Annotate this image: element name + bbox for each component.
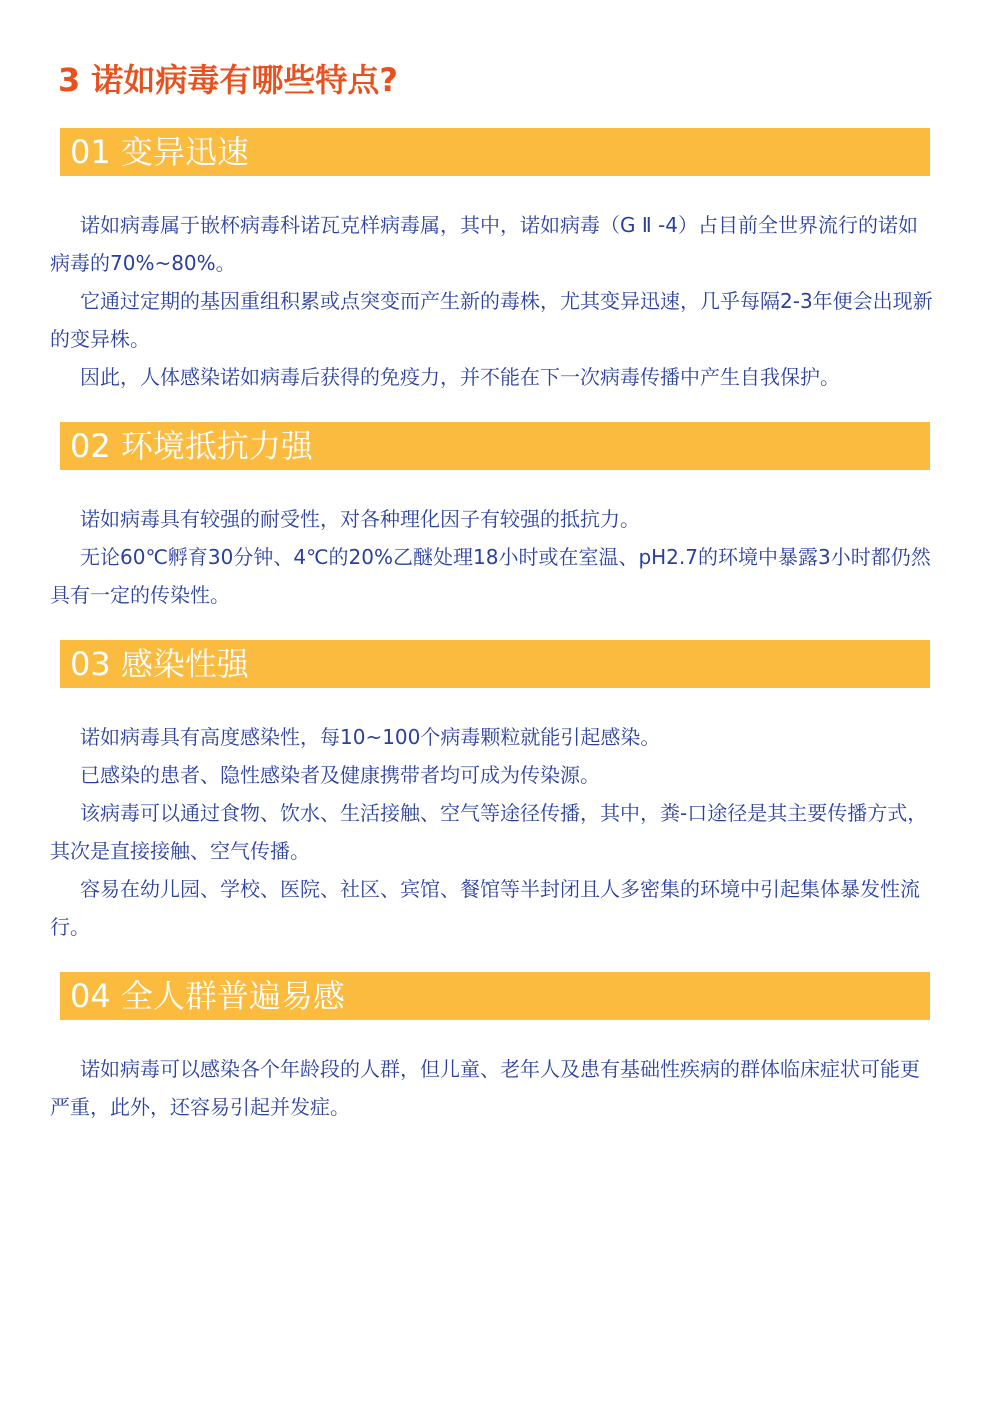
paragraph: 因此，人体感染诺如病毒后获得的免疫力，并不能在下一次病毒传播中产生自我保护。	[80, 365, 840, 389]
paragraph: 无论60℃孵育30分钟、4℃的20%乙醚处理18小时或在室温、pH2.7的环境中暴露3小时都仍然具有一定的传染性。	[50, 545, 931, 607]
paragraph: 诺如病毒具有高度感染性，每10~100个病毒颗粒就能引起感染。	[80, 725, 661, 749]
paragraph: 诺如病毒属于嵌杯病毒科诺瓦克样病毒属，其中，诺如病毒（G Ⅱ -4）占目前全世界流行的诺如病毒的70%~80%。	[50, 213, 918, 275]
section-heading: 03 感染性强	[60, 640, 930, 688]
section-body	[50, 1050, 934, 1126]
section-heading: 04 全人群普遍易感	[60, 972, 930, 1020]
paragraph: 它通过定期的基因重组积累或点突变而产生新的毒株，尤其变异迅速，几乎每隔2-3年便会出现新的变异株。	[50, 289, 933, 351]
paragraph: 容易在幼儿园、学校、医院、社区、宾馆、餐馆等半封闭且人多密集的环境中引起集体暴发性流行。	[50, 877, 920, 939]
paragraph: 诺如病毒可以感染各个年龄段的人群，但儿童、老年人及患有基础性疾病的群体临床症状可能更严重，此外，还容易引起并发症。	[50, 1057, 920, 1119]
paragraph: 诺如病毒具有较强的耐受性，对各种理化因子有较强的抵抗力。	[80, 507, 640, 531]
section-body	[50, 206, 934, 396]
section-body	[50, 718, 934, 946]
page-title: 3 诺如病毒有哪些特点?	[58, 61, 398, 99]
section-heading: 02 环境抵抗力强	[60, 422, 930, 470]
paragraph: 已感染的患者、隐性感染者及健康携带者均可成为传染源。	[80, 763, 600, 787]
section-heading: 01 变异迅速	[60, 128, 930, 176]
paragraph: 该病毒可以通过食物、饮水、生活接触、空气等途径传播，其中，粪-口途径是其主要传播方式，其次是直接接触、空气传播。	[50, 801, 928, 863]
section-body	[50, 500, 934, 614]
